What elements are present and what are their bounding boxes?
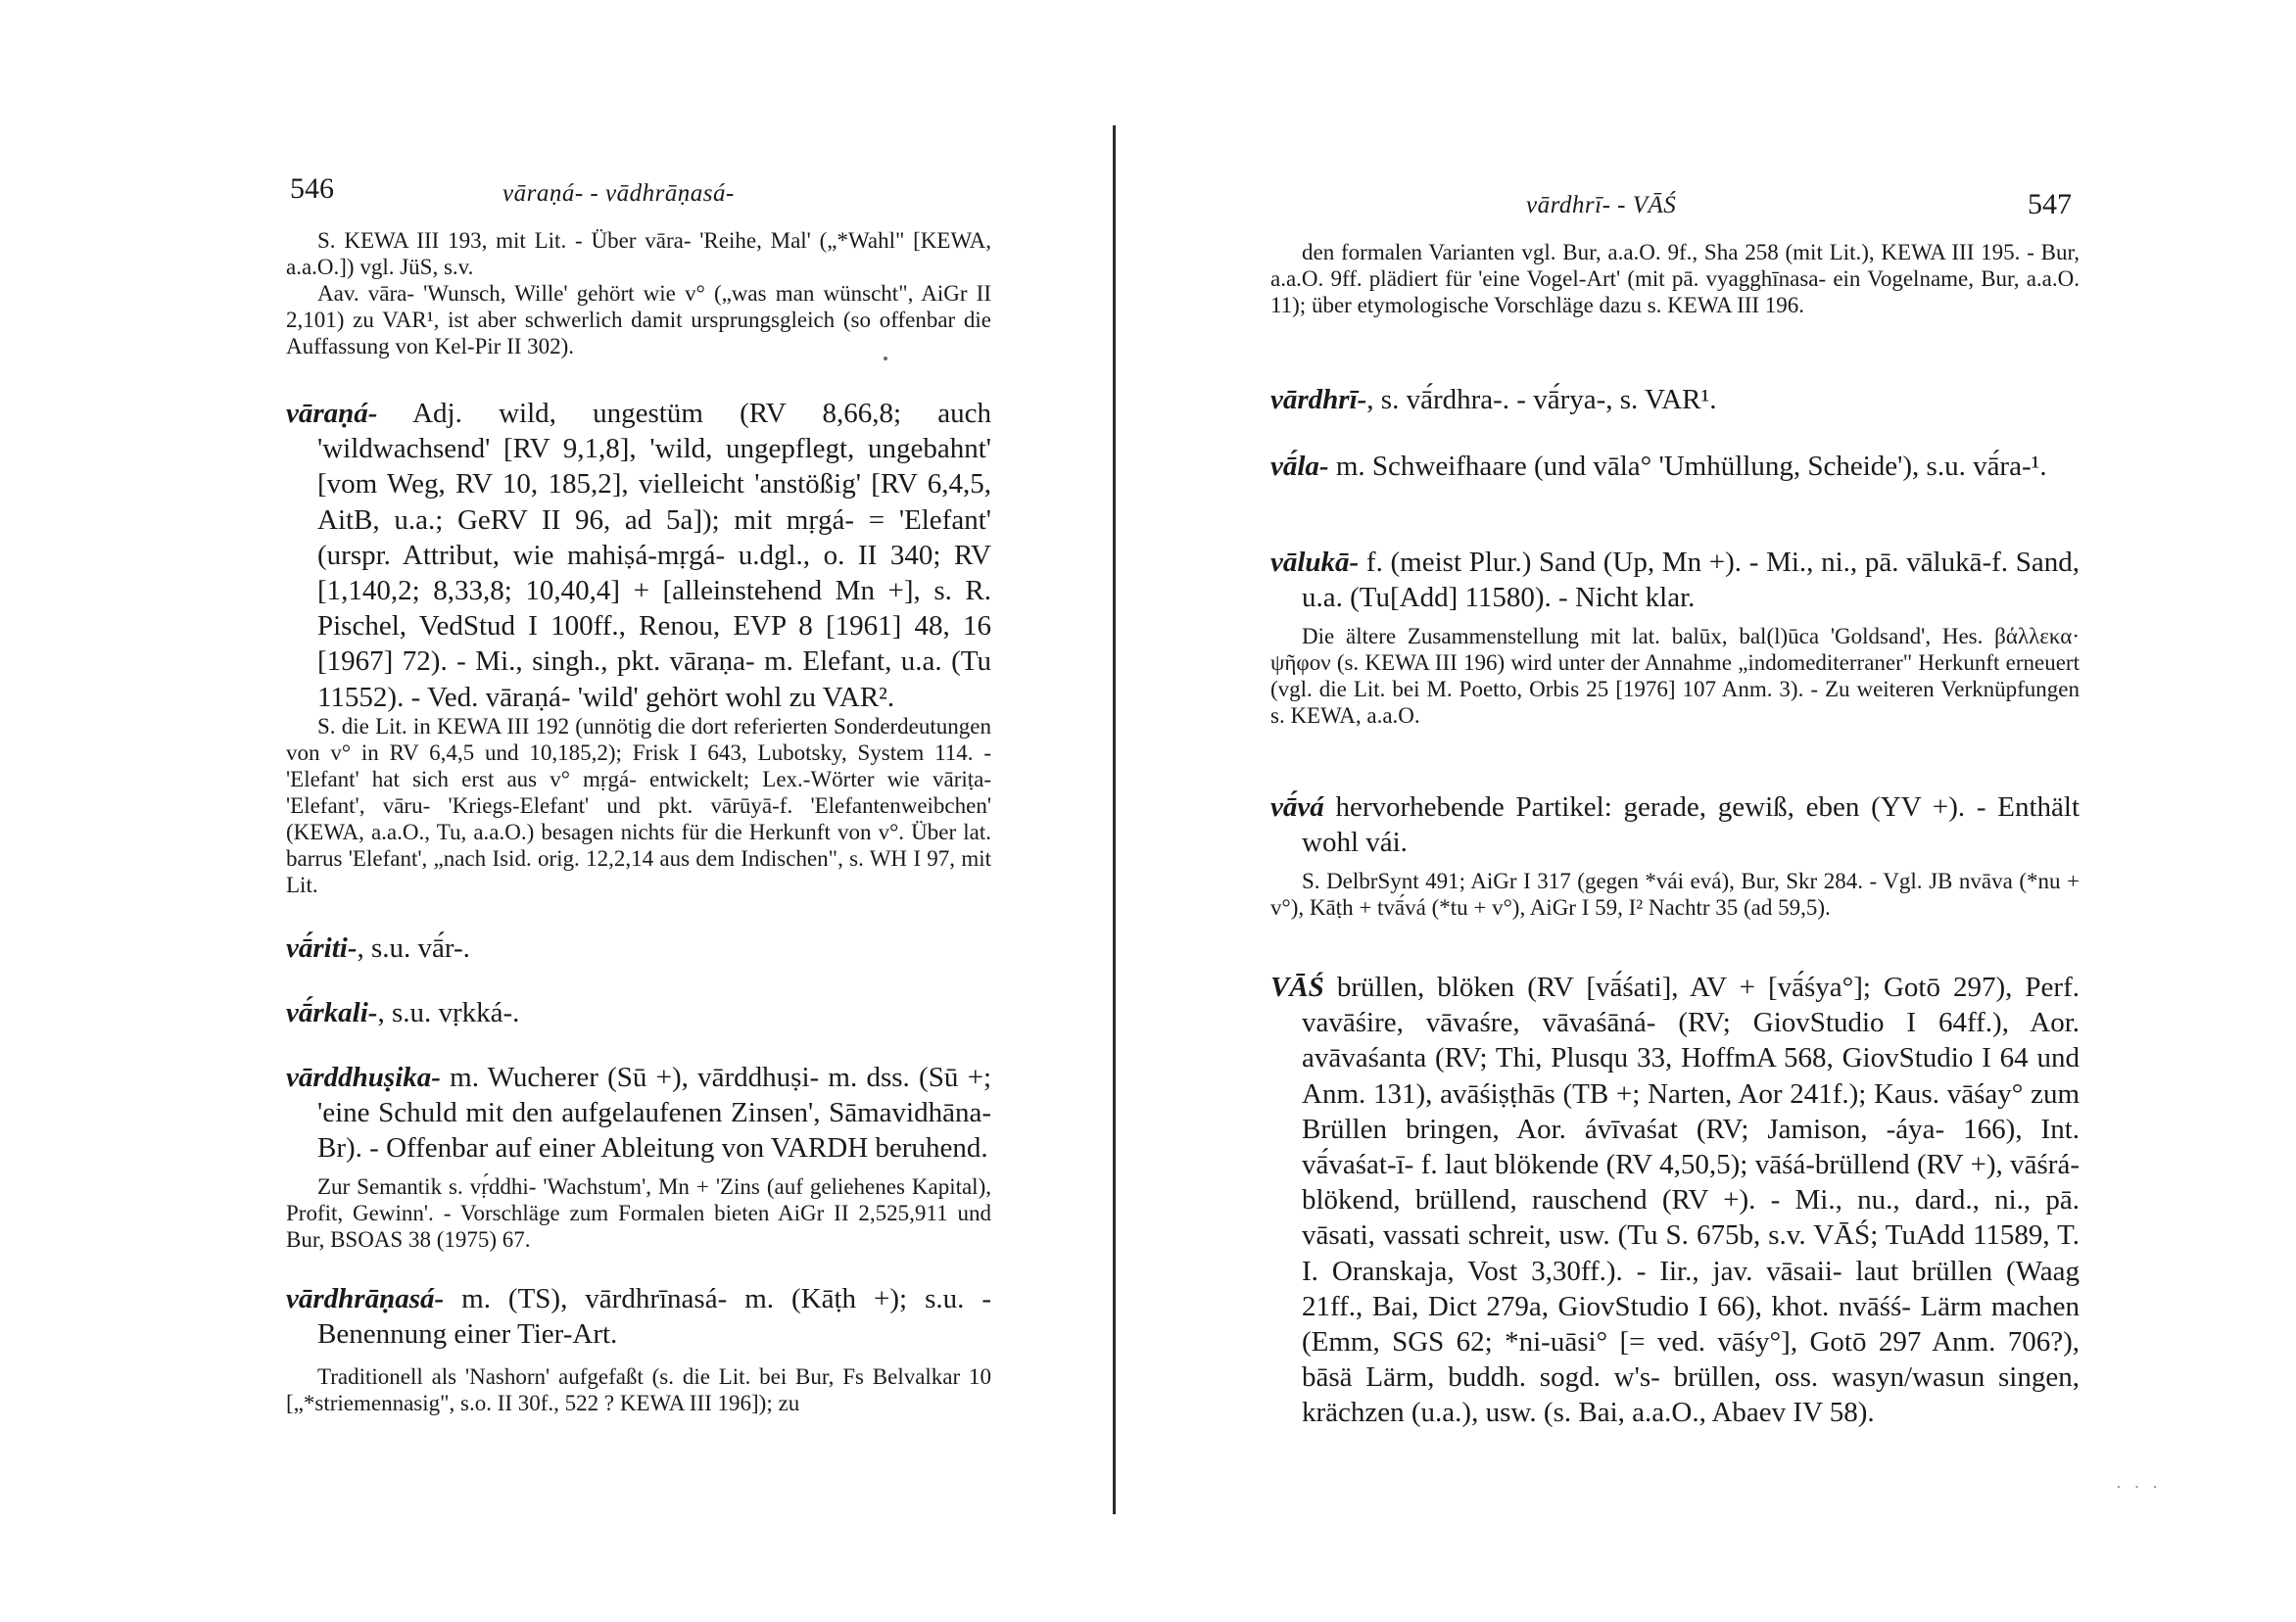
entry-text: brüllen, blöken (RV [vā́śati], AV + [vā́śya°]; Gotō 297), Perf. vavāśire, vāvaśre, vāvaśāná- (RV; GiovStudio I 64ff.), Aor. avāvaśanta (RV; Thi, Plusqu 33, HoffmA 568, GiovStudio I 64 und Anm. 131), avāśiṣṭhās (TB +; Narten, Aor 241f.); Kaus. vāśay° zum Brüllen bringen, Aor. ávīvaśat (RV; Jamison, -áya- 166), Int. vā́vaśat-ī- f. laut blökende (RV 4,50,5); vāśá-brüllend (RV +), vāśrá- blökend, brüllend, rauschend (RV +). - Mi., nu., dard., ni., pā. vāsati, vassati schreit, usw. (Tu S. 675b, s.v. VĀŚ; TuAdd 11589, T. I. Oranskaja, Vost 3,30ff.). - Iir., jav. vāsaii- laut brüllen (Waag 21ff., Bai, Dict 279a, GiovStudio I 66), khot. nvāśś- Lärm machen (Emm, SGS 62; *ni-uāsi° [= ved. vāśy°], Gotō 297 Anm. 706?), bāsä Lärm, buddh. sogd. w's- brüllen, oss. wasyn/wasun singen, krächzen (u.a.), usw. (s. Bai, a.a.O., Abaev IV 58). — [1302, 972, 2080, 1429]
entry-text: f. (meist Plur.) Sand (Up, Mn +). - Mi., ni., pā. vālukā-f. Sand, u.a. (Tu[Add] 11580). - Nicht klar. — [1302, 547, 2080, 614]
scan-speck — [884, 357, 887, 360]
note-text: Zur Semantik s. vṛ́ddhi- 'Wachstum', Mn + 'Zins (auf geliehenes Kapital), Profit, Gewinn'. - Vorschläge zum Formalen bieten AiGr II 2,525,911 und Bur, BSOAS 38 (1975) 67. — [286, 1174, 991, 1252]
entry-block — [1270, 789, 2080, 860]
entry-block — [286, 1060, 991, 1167]
note-text: Aav. vāra- 'Wunsch, Wille' gehört wie v° („was man wünscht", AiGr II 2,101) zu VAR¹, ist aber schwerlich damit ursprungsgleich (so offenbar die Auffassung von Kel-Pir II 302). — [286, 281, 991, 358]
page-number: 547 — [2028, 188, 2072, 220]
entry-text: Adj. wild, ungestüm (RV 8,66,8; auch 'wildwachsend' [RV 9,1,8], 'wild, ungepflegt, ungebahnt' [vom Weg, RV 10, 185,2], vielleicht 'anstößig' [RV 6,4,5, AitB, u.a.; GeRV II 96, ad 5a]); mit mṛgá- = 'Elefant' (urspr. Attribut, wie mahiṣá-mṛgá- u.dgl., o. II 340; RV [1,140,2; 8,33,8; 10,40,4] + [alleinstehend Mn +], s. R. Pischel, VedStud I 100ff., Renou, EVP 8 [1961] 48, 16 [1967] 72). - Mi., singh., pkt. vāraṇa- m. Elefant, u.a. (Tu 11552). - Ved. vāraṇá- 'wild' gehört wohl zu VAR². — [317, 398, 991, 713]
note-block — [286, 280, 991, 359]
entry-block — [1270, 449, 2080, 484]
note-text: den formalen Varianten vgl. Bur, a.a.O. 9f., Sha 258 (mit Lit.), KEWA III 195. - Bur, a.a.O. 9ff. plädiert für 'eine Vogel-Art' (mit pā. vyagghīnasa- ein Vogelname, Bur, a.a.O. 11); über etymologische Vorschläge dazu s. KEWA III 196. — [1270, 240, 2080, 317]
note-block — [286, 713, 991, 898]
scan-speck: · · · — [2116, 1477, 2162, 1497]
entry-text: hervorhebende Partikel: gerade, gewiß, eben (YV +). - Enthält wohl vái. — [1302, 791, 2080, 859]
note-block — [1270, 868, 2080, 921]
lemma: vālukā- — [1270, 547, 1360, 578]
entry-text: , s.u. vā́r-. — [357, 932, 470, 964]
note-text: S. DelbrSynt 491; AiGr I 317 (gegen *vái evá), Bur, Skr 284. - Vgl. JB nvāva (*nu + v°), Kāṭh + tvā́vá (*tu + v°), AiGr I 59, I² Nachtr 35 (ad 59,5). — [1270, 869, 2080, 920]
note-text: Die ältere Zusammenstellung mit lat. balūx, bal(l)ūca 'Goldsand', Hes. βάλλεκα· ψῆφον (s. KEWA III 196) wird unter der Annahme „indomediterraner" Herkunft erneuert (vgl. die Lit. bei M. Poetto, Orbis 25 [1976] 107 Anm. 3). - Zu weiteren Verknüpfungen s. KEWA, a.a.O. — [1270, 624, 2080, 728]
note-block — [286, 1363, 991, 1416]
lemma: vā́vá — [1270, 791, 1324, 823]
note-text: S. KEWA III 193, mit Lit. - Über vāra- 'Reihe, Mal' („*Wahl" [KEWA, a.a.O.]) vgl. JüS, s.v. — [286, 228, 991, 279]
right-page — [1117, 0, 2296, 1622]
lemma: vā́riti- — [286, 932, 358, 964]
entry-block — [286, 1281, 991, 1352]
entry-text: , s.u. vṛkká-. — [377, 997, 520, 1028]
entry-block — [1270, 382, 2080, 417]
lemma: vārdhrāṇasá- — [286, 1283, 445, 1314]
left-page — [0, 0, 1117, 1622]
note-block — [286, 1173, 991, 1253]
entry-text: m. (TS), vārdhrīnasá- m. (Kāṭh +); s.u. - Benennung einer Tier-Art. — [317, 1283, 991, 1351]
lemma: vārdhrī- — [1270, 384, 1367, 415]
note-block — [1270, 623, 2080, 729]
lemma: vā́rkali- — [286, 997, 378, 1028]
note-block — [1270, 239, 2080, 318]
lemma: vā́la- — [1270, 451, 1329, 482]
note-text: S. die Lit. in KEWA III 192 (unnötig die dort referierten Sonderdeutungen von v° in RV 6,4,5 und 10,185,2); Frisk I 643, Lubotsky, System 114. - 'Elefant' hat sich erst aus v° mṛgá- entwickelt; Lex.-Wörter wie vāriṭa- 'Elefant', vāru- 'Kriegs-Elefant' und pkt. vārūyā-f. 'Elefantenweibchen' (KEWA, a.a.O., Tu, a.a.O.) besagen nichts für die Herkunft von v°. Über lat. barrus 'Elefant', „nach Isid. orig. 12,2,14 aus dem Indischen", s. WH I 97, mit Lit. — [286, 714, 991, 897]
running-head: vāraṇá- - vādhrāṇasá- — [502, 180, 735, 207]
entry-block — [286, 396, 991, 715]
entry-text: , s. vā́rdhra-. - vā́rya-, s. VAR¹. — [1366, 384, 1717, 415]
note-block — [286, 227, 991, 280]
entry-block — [286, 995, 991, 1030]
entry-text: m. Schweifhaare (und vāla° 'Umhüllung, Scheide'), s.u. vā́ra-¹. — [1328, 451, 2047, 482]
page-number: 546 — [290, 172, 334, 205]
running-head: vārdhrī- - VĀŚ — [1526, 192, 1677, 218]
lemma: VĀŚ — [1270, 972, 1324, 1003]
note-text: Traditionell als 'Nashorn' aufgefaßt (s. die Lit. bei Bur, Fs Belvalkar 10 [„*striemennasig", s.o. II 30f., 522 ? KEWA III 196]); zu — [286, 1364, 991, 1415]
lemma: vāraṇá- — [286, 398, 378, 429]
entry-block — [1270, 545, 2080, 615]
entry-text: m. Wucherer (Sū +), vārddhuṣi- m. dss. (Sū +; 'eine Schuld mit den aufgelaufenen Zinsen', Sāmavidhāna-Br). - Offenbar auf einer Ableitung von VARDH beruhend. — [317, 1062, 991, 1165]
entry-block — [1270, 970, 2080, 1431]
entry-block — [286, 930, 991, 966]
lemma: vārddhuṣika- — [286, 1062, 441, 1093]
